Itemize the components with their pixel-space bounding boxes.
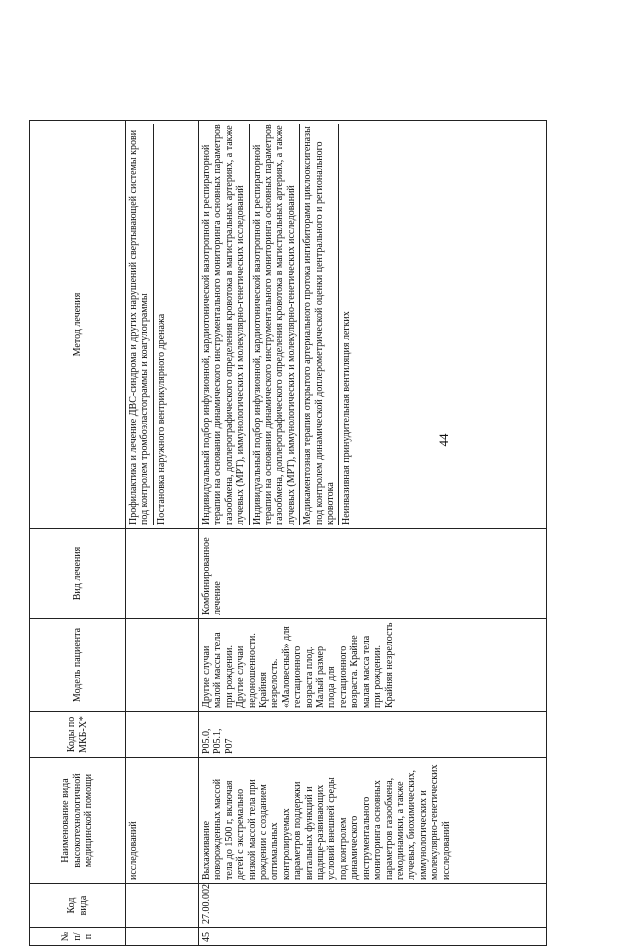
header-icd: Коды по МКБ-Х* — [30, 712, 126, 758]
row-model: Другие случаи малой массы тела при рождении. Другие случаи недоношенности. Крайняя незрелость. «Маловесный» для гестационного возраста плод. Малый размер плода для гестационного возраста. Крайне малая масса тела при рождении. Крайняя незрелость — [199, 619, 547, 712]
rotated-table-sheet — [29, 120, 547, 946]
page-number: 44 — [436, 433, 451, 447]
header-code: Код вида — [30, 884, 126, 928]
method-item: Индивидуальный подбор инфузионной, кардиотонической вазотропной и респираторной терапии на основании динамического инструментального мониторинга основных параметров газообмена, доплерографического определения кровотока в магистральных артериях, а также лучевых (МРТ), иммунологических и молекулярно-генетических исследований — [249, 124, 300, 525]
method-item: Медикаментозная терапия открытого артериального протока ингибиторами циклооксигеназы под контролем динамической доплерометрической оценки центрального и регионального кровотока — [299, 124, 338, 525]
header-num: № п/п — [30, 928, 126, 946]
method-item: Постановка наружного вентрикулярного дренажа — [153, 124, 169, 525]
header-method: Метод лечения — [30, 121, 126, 529]
row-type: Комбинированное лечение — [199, 529, 547, 619]
row-name: Выхаживание новорожденных массой тела до 1500 г, включая детей с экстремально низкой массой тела при рождении с созданием оптимальных контролируемых параметров поддержки витальных функций и щадяще-развивающих условий внешней среды под контролем динамического инструментального мониторинга основных параметров газообмена, гемодинамики, а также лучевых, биохимических, иммунологических и молекулярно-генетических исследований — [199, 758, 547, 884]
medical-care-table — [29, 120, 547, 946]
continuation-row — [126, 121, 199, 946]
continuation-methods — [126, 121, 199, 529]
method-item: Индивидуальный подбор инфузионной, кардиотонической вазотропной и респираторной терапии на основании динамического инструментального мониторинга основных параметров газообмена, доплерографического определения кровотока в магистральных артериях, а также лучевых (МРТ), иммунологических и молекулярно-генетических исследований — [201, 124, 247, 525]
row-icd: P05.0, P05.1, P07 — [199, 712, 547, 758]
cell-empty — [126, 619, 199, 712]
cell-empty — [126, 884, 199, 928]
header-row — [30, 121, 126, 946]
row-methods — [199, 121, 547, 529]
header-name: Наименование вида высокотехнологичной медицинской помощи — [30, 758, 126, 884]
continuation-name: исследований — [126, 758, 199, 884]
header-model: Модель пациента — [30, 619, 126, 712]
cell-empty — [126, 928, 199, 946]
row-num: 45 — [199, 928, 547, 946]
method-item: Неинвазивная принудительная вентиляция легких — [338, 124, 354, 525]
cell-empty — [126, 712, 199, 758]
header-type: Вид лечения — [30, 529, 126, 619]
row-code: 27.00.002 — [199, 884, 547, 928]
method-item: Профилактика и лечение ДВС-синдрома и других нарушений свертывающей системы крови под контролем тромбоэластограммы и коагулограммы — [128, 129, 151, 525]
cell-empty — [126, 529, 199, 619]
table-row — [199, 121, 547, 946]
